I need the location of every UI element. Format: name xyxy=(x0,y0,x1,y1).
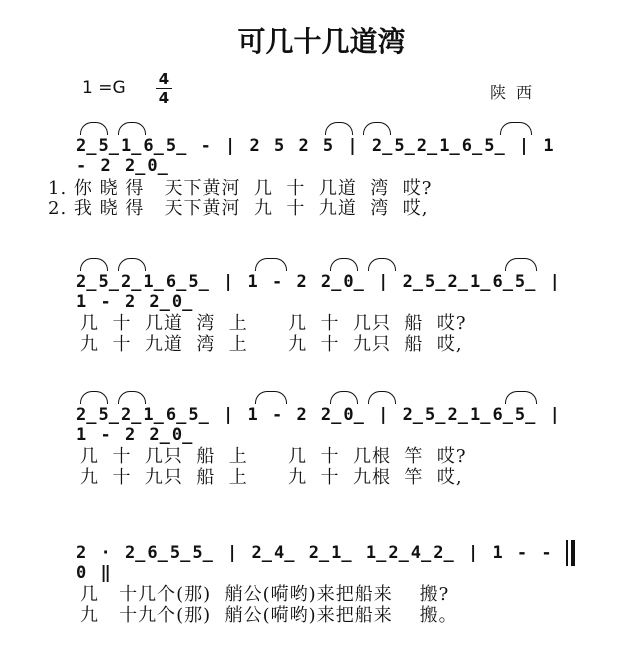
lyric-line-3-verse-1: 几 十 几只 船 上 几 十 几根 竿 哎? xyxy=(80,446,467,467)
song-origin: 陕西 xyxy=(490,83,543,102)
lyric-line-1-verse-2: 2. 我 晓 得 天下黄河 九 十 九道 湾 哎, xyxy=(48,198,429,219)
final-barline-thick xyxy=(571,540,575,566)
slur-mark xyxy=(505,258,537,271)
slur-mark xyxy=(363,122,391,135)
slur-mark xyxy=(500,122,532,135)
slur-mark xyxy=(368,258,396,271)
slur-mark xyxy=(118,122,146,135)
lyric-line-3-verse-2: 九 十 九只 船 上 九 十 九根 竿 哎, xyxy=(80,467,463,488)
time-signature-bottom: 4 xyxy=(158,89,170,107)
score-line-notes: 2̲5̲1̲6̲5̲ - | 2 5 2 5 | 2̲5̲2̲1̲6̲5̲ | 1 - 2 2̲0̲ xyxy=(76,136,556,176)
score-line-1 xyxy=(76,136,576,176)
slur-mark xyxy=(330,391,358,404)
slur-mark xyxy=(118,391,146,404)
slur-mark xyxy=(255,391,287,404)
key-signature: 1 =G xyxy=(82,78,126,98)
slur-mark xyxy=(255,258,287,271)
lyric-line-2-verse-2: 九 十 九道 湾 上 九 十 九只 船 哎, xyxy=(80,334,463,355)
lyric-line-2-verse-1: 几 十 几道 湾 上 几 十 几只 船 哎? xyxy=(80,313,467,334)
score-line-4 xyxy=(76,543,576,583)
time-signature-top: 4 xyxy=(158,70,170,88)
time-signature xyxy=(156,71,172,106)
score-line-notes: 2 · 2̲6̲5̲5̲ | 2̲4̲ 2̲1̲ 1̲2̲4̲2̲ | 1 - - 0 ‖ xyxy=(76,543,554,583)
score-line-3 xyxy=(76,405,576,445)
song-title: 可几十几道湾 xyxy=(237,25,406,58)
slur-mark xyxy=(80,122,108,135)
slur-mark xyxy=(118,258,146,271)
slur-mark xyxy=(80,258,108,271)
score-line-notes: 2̲5̲2̲1̲6̲5̲ | 1 - 2 2̲0̲ | 2̲5̲2̲1̲6̲5̲ | 1 - 2 2̲0̲ xyxy=(76,405,562,445)
score-line-notes: 2̲5̲2̲1̲6̲5̲ | 1 - 2 2̲0̲ | 2̲5̲2̲1̲6̲5̲ | 1 - 2 2̲0̲ xyxy=(76,272,562,312)
slur-mark xyxy=(80,391,108,404)
lyric-line-4-verse-1: 几 十几个(那) 艄公(嗬哟)来把船来 搬? xyxy=(80,584,450,605)
lyric-line-4-verse-2: 九 十九个(那) 艄公(嗬哟)来把船来 搬。 xyxy=(80,605,458,626)
final-barline-thin xyxy=(566,540,568,566)
score-line-2 xyxy=(76,272,576,312)
lyric-line-1-verse-1: 1. 你 晓 得 天下黄河 几 十 几道 湾 哎? xyxy=(48,178,433,199)
slur-mark xyxy=(505,391,537,404)
slur-mark xyxy=(368,391,396,404)
slur-mark xyxy=(330,258,358,271)
slur-mark xyxy=(325,122,353,135)
